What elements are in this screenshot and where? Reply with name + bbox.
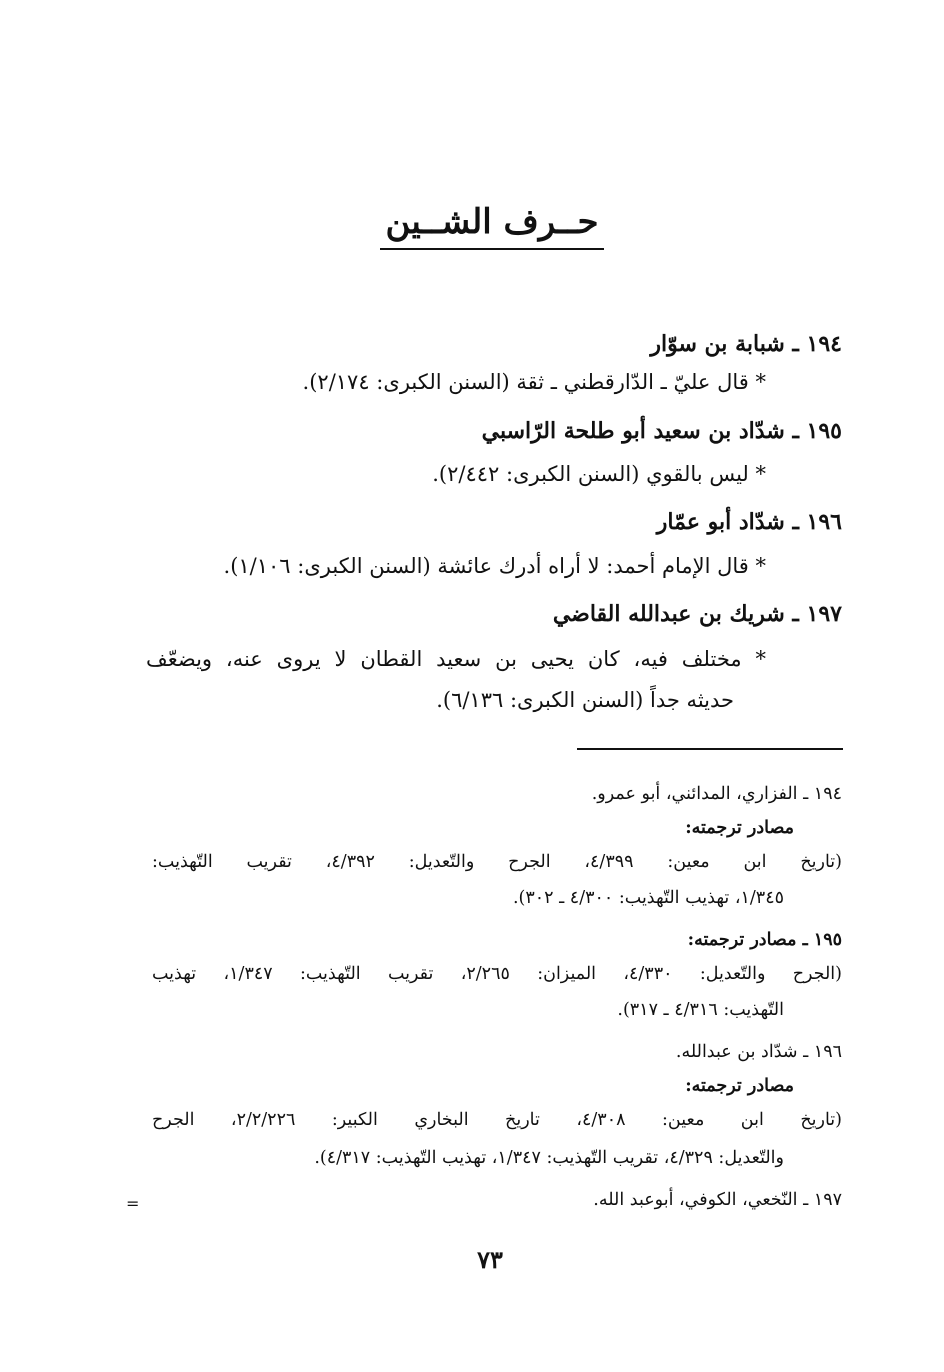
entry-text: * قال عليّ ـ الدّارقطني ـ ثقة (السنن الكبرى: ٢/١٧٤). xyxy=(302,370,766,394)
entry-heading: ١٩٤ ـ شبابة بن سوّار xyxy=(650,331,842,357)
entry-text: حديثه جداً (السنن الكبرى: ٦/١٣٦). xyxy=(436,688,734,712)
entry-text: * قال الإمام أحمد: لا أراه أدرك عائشة (السنن الكبرى: ١/١٠٦). xyxy=(223,554,766,578)
footnote-line: مصادر ترجمته: xyxy=(685,818,794,838)
footnote-separator xyxy=(577,748,843,750)
footnote-line: ١٩٤ ـ الفزاري، المدائني، أبو عمرو. xyxy=(591,784,842,804)
footnote-line: (تاريخ ابن معين: ٤/٣٠٨، تاريخ البخاري الكبير: ٢/٢/٢٢٦، الجرح xyxy=(152,1110,842,1130)
footnote-line: ١٩٦ ـ شدّاد بن عبدالله. xyxy=(675,1042,842,1062)
margin-mark: = xyxy=(126,1194,140,1213)
chapter-title-block xyxy=(372,198,612,254)
footnote-line: والتّعديل: ٤/٣٢٩، تقريب التّهذيب: ١/٣٤٧، تهذيب التّهذيب: ٤/٣١٧). xyxy=(314,1148,784,1168)
entry-heading: ١٩٦ ـ شدّاد أبو عمّار xyxy=(656,509,842,535)
footnote-line: التّهذيب: ٤/٣١٦ ـ ٣١٧). xyxy=(617,1000,784,1020)
entry-heading: ١٩٥ ـ شدّاد بن سعيد أبو طلحة الرّاسبي xyxy=(481,418,842,444)
entry-text: * ليس بالقوي (السنن الكبرى: ٢/٤٤٢). xyxy=(432,462,766,486)
page-number: ٧٣ xyxy=(477,1245,503,1274)
footnote-line: (تاريخ ابن معين: ٤/٣٩٩، الجرح والتّعديل: ٤/٣٩٢، تقريب التّهذيب: xyxy=(152,852,842,872)
chapter-title-underline xyxy=(380,248,604,250)
footnote-line: ١٩٥ ـ مصادر ترجمته: xyxy=(687,930,842,950)
entry-text: * مختلف فيه، كان يحيى بن سعيد القطان لا يروى عنه، ويضعّف xyxy=(146,647,766,671)
entry-heading: ١٩٧ ـ شريك بن عبدالله القاضي xyxy=(552,601,842,627)
footnote-line: مصادر ترجمته: xyxy=(685,1076,794,1096)
footnote-line: ١/٣٤٥، تهذيب التّهذيب: ٤/٣٠٠ ـ ٣٠٢). xyxy=(512,888,784,908)
footnote-line: ١٩٧ ـ النّخعي، الكوفي، أبوعبد الله. xyxy=(593,1190,842,1210)
chapter-title: حــرف الشــين xyxy=(385,202,599,242)
footnote-line: (الجرح والتّعديل: ٤/٣٣٠، الميزان: ٢/٢٦٥، تقريب التّهذيب: ١/٣٤٧، تهذيب xyxy=(152,964,842,984)
